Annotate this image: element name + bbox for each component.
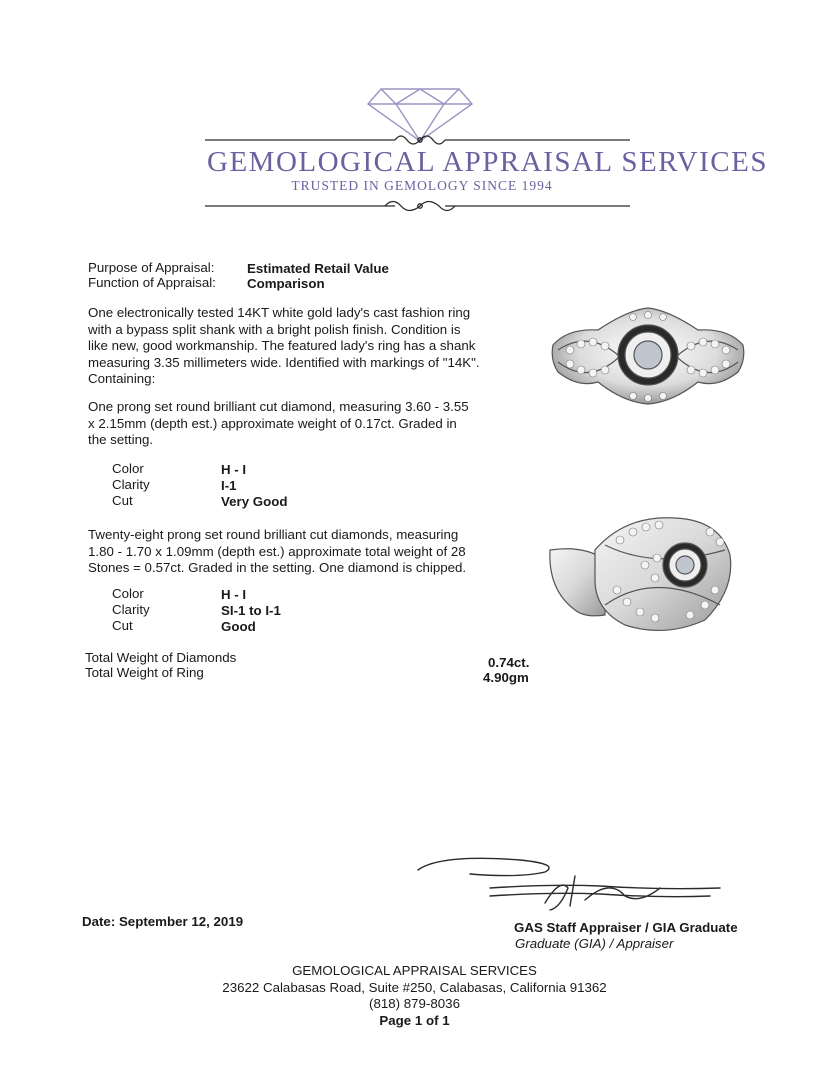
side-stones-line: Twenty-eight prong set round brilliant cut diamonds, measuring bbox=[88, 527, 459, 542]
appraiser-signature bbox=[410, 848, 740, 918]
total-ring-value: 4.90gm bbox=[483, 670, 529, 685]
brand-tagline: TRUSTED IN GEMOLOGY SINCE 1994 bbox=[291, 178, 553, 193]
side-stones-line: Stones = 0.57ct. Graded in the setting. One diamond is chipped. bbox=[88, 560, 467, 575]
center-cut-label: Cut bbox=[112, 493, 133, 508]
center-clarity-label: Clarity bbox=[112, 477, 150, 492]
ring-photo-front bbox=[548, 300, 748, 410]
side-color-value: H - I bbox=[221, 587, 247, 602]
description-line: like new, good workmanship. The featured lady's ring has a shank bbox=[88, 338, 476, 353]
brand-name: GEMOLOGICAL APPRAISAL SERVICES bbox=[207, 146, 768, 178]
side-stones-line: 1.80 - 1.70 x 1.09mm (depth est.) approximate total weight of 28 bbox=[88, 543, 466, 559]
side-clarity-value: SI-1 to I-1 bbox=[221, 603, 281, 618]
center-stone-line: the setting. bbox=[88, 432, 154, 447]
ring-photo-angled bbox=[545, 510, 740, 640]
description-line: Containing: bbox=[88, 371, 156, 386]
description-line: measuring 3.35 millimeters wide. Identified with markings of "14K". bbox=[88, 354, 480, 370]
page-number: Page 1 of 1 bbox=[379, 1013, 450, 1028]
center-stone-line: x 2.15mm (depth est.) approximate weight of 0.17ct. Graded in bbox=[88, 415, 457, 431]
center-clarity-value: I-1 bbox=[221, 478, 237, 493]
side-color-label: Color bbox=[112, 586, 144, 601]
side-cut-value: Good bbox=[221, 619, 256, 634]
center-color-label: Color bbox=[112, 461, 144, 476]
footer-phone: (818) 879-8036 bbox=[369, 996, 460, 1011]
appraisal-date: Date: September 12, 2019 bbox=[82, 914, 244, 929]
appraiser-subtitle: Graduate (GIA) / Appraiser bbox=[515, 936, 674, 951]
total-ring-label: Total Weight of Ring bbox=[85, 665, 204, 680]
side-clarity-label: Clarity bbox=[112, 602, 150, 617]
side-stones-description bbox=[88, 527, 488, 577]
center-color-value: H - I bbox=[221, 462, 247, 477]
purpose-label: Purpose of Appraisal: bbox=[88, 260, 215, 275]
function-value: Comparison bbox=[247, 276, 325, 291]
item-description bbox=[88, 305, 488, 388]
total-diamonds-label: Total Weight of Diamonds bbox=[85, 650, 237, 665]
center-cut-value: Very Good bbox=[221, 494, 288, 509]
side-cut-label: Cut bbox=[112, 618, 133, 633]
purpose-value: Estimated Retail Value bbox=[247, 261, 389, 276]
description-line: One electronically tested 14KT white gold lady's cast fashion ring bbox=[88, 305, 471, 320]
footer-address: 23622 Calabasas Road, Suite #250, Calabasas, California 91362 bbox=[222, 980, 607, 995]
total-diamonds-value: 0.74ct. bbox=[488, 655, 530, 670]
function-label: Function of Appraisal: bbox=[88, 275, 216, 290]
appraiser-title: GAS Staff Appraiser / GIA Graduate bbox=[514, 920, 738, 935]
center-stone-description bbox=[88, 399, 488, 449]
description-line: with a bypass split shank with a bright polish finish. Condition is bbox=[88, 321, 461, 337]
footer-company: GEMOLOGICAL APPRAISAL SERVICES bbox=[292, 963, 537, 978]
center-stone-line: One prong set round brilliant cut diamond, measuring 3.60 - 3.55 bbox=[88, 399, 469, 414]
